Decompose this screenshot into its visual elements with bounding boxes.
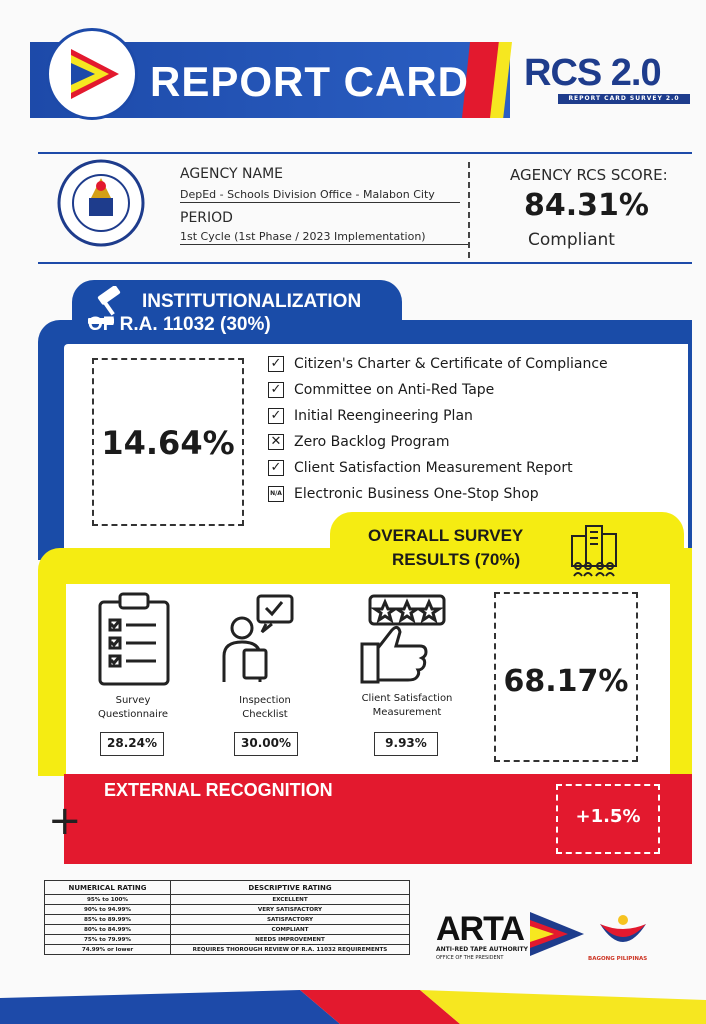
numerical-rating-header: NUMERICAL RATING	[45, 881, 171, 895]
rating-row	[45, 905, 410, 915]
survey-title-line2: RESULTS (70%)	[392, 550, 521, 569]
agency-panel-bottom-rule	[38, 262, 692, 264]
checklist-item	[268, 460, 573, 476]
checklist-item	[268, 356, 608, 372]
rating-table-header-row	[45, 881, 410, 895]
page-title: REPORT CARD	[150, 58, 470, 105]
institutionalization-title-line1: INSTITUTIONALIZATION	[142, 291, 362, 312]
inspection-checklist-value: 30.00%	[234, 732, 298, 756]
agency-divider	[468, 162, 470, 258]
checklist-item-label: Committee on Anti-Red Tape	[294, 382, 495, 398]
rating-table-body	[45, 895, 410, 955]
descriptive-rating-cell: REQUIRES THOROUGH REVIEW OF R.A. 11032 REQUIREMENTS	[171, 945, 410, 955]
caption-line2: Questionnaire	[97, 709, 168, 720]
checkbox-checked-icon: ✓	[268, 356, 284, 372]
checkbox-na-icon: N/A	[268, 486, 284, 502]
deped-seal	[56, 158, 146, 248]
checkbox-checked-icon: ✓	[268, 460, 284, 476]
arta-arrow-icon	[526, 910, 586, 958]
caption-line1: Inspection	[239, 695, 291, 706]
arta-arrow-logo	[46, 28, 138, 120]
numerical-rating-cell: 85% to 89.99%	[45, 915, 171, 925]
rcs-score-value: 84.31%	[524, 188, 649, 223]
external-recognition-title: EXTERNAL RECOGNITION	[104, 780, 333, 800]
survey-questionnaire-value: 28.24%	[100, 732, 164, 756]
building-people-icon	[566, 522, 622, 578]
checklist-item	[268, 408, 473, 424]
checklist-item-label: Citizen's Charter & Certificate of Compliance	[294, 356, 608, 372]
rcs-score-status: Compliant	[528, 230, 615, 250]
arta-office: OFFICE OF THE PRESIDENT	[436, 955, 504, 961]
bottom-stripe	[0, 990, 706, 1024]
survey-questionnaire-caption	[78, 694, 188, 722]
agency-name-value: DepEd - Schools Division Office - Malabon City	[180, 188, 460, 203]
rating-row	[45, 915, 410, 925]
rcs-logo-text: RCS 2.0	[524, 52, 661, 94]
caption-line1: Survey	[115, 695, 151, 706]
numerical-rating-cell: 75% to 79.99%	[45, 935, 171, 945]
checkbox-checked-icon: ✓	[268, 382, 284, 398]
rating-row	[45, 945, 410, 955]
survey-score: 68.17%	[503, 664, 629, 699]
rating-row	[45, 935, 410, 945]
institutionalization-title-line2: OF R.A. 11032 (30%)	[88, 314, 271, 335]
descriptive-rating-cell: NEEDS IMPROVEMENT	[171, 935, 410, 945]
descriptive-rating-cell: COMPLIANT	[171, 925, 410, 935]
inspection-checklist-caption	[210, 694, 320, 722]
checklist-item-label: Client Satisfaction Measurement Report	[294, 460, 573, 476]
checklist-item-label: Initial Reengineering Plan	[294, 408, 473, 424]
checklist-item	[268, 382, 494, 398]
rating-row	[45, 895, 410, 905]
agency-panel-top-rule	[38, 152, 692, 154]
bagong-pilipinas-logo	[596, 912, 650, 954]
checkbox-x-icon: ✕	[268, 434, 284, 450]
descriptive-rating-cell: VERY SATISFACTORY	[171, 905, 410, 915]
external-recognition-value: +1.5%	[575, 806, 641, 827]
institutionalization-score: 14.64%	[101, 424, 235, 462]
numerical-rating-cell: 80% to 84.99%	[45, 925, 171, 935]
clipboard-icon	[96, 592, 172, 688]
play-arrow-icon	[49, 31, 135, 117]
checklist-item-label: Electronic Business One-Stop Shop	[294, 486, 539, 502]
period-value: 1st Cycle (1st Phase / 2023 Implementation)	[180, 230, 470, 245]
descriptive-rating-header: DESCRIPTIVE RATING	[171, 881, 410, 895]
arta-subtitle: ANTI-RED TAPE AUTHORITY	[436, 946, 528, 953]
rcs-logo-subtitle: REPORT CARD SURVEY 2.0	[558, 94, 690, 104]
client-satisfaction-caption	[352, 692, 462, 720]
numerical-rating-cell: 95% to 100%	[45, 895, 171, 905]
agency-name-label: AGENCY NAME	[180, 166, 284, 182]
checkbox-checked-icon: ✓	[268, 408, 284, 424]
bagong-pilipinas-icon	[596, 912, 650, 954]
rating-row	[45, 925, 410, 935]
inspector-icon	[220, 592, 296, 688]
descriptive-rating-cell: SATISFACTORY	[171, 915, 410, 925]
checklist-item-label: Zero Backlog Program	[294, 434, 450, 450]
deped-seal-icon	[56, 158, 146, 248]
bagong-pilipinas-text: BAGONG PILIPINAS	[588, 956, 648, 962]
survey-title-line1: OVERALL SURVEY	[368, 526, 524, 545]
checklist-item	[268, 486, 539, 502]
rating-table	[44, 880, 410, 955]
descriptive-rating-cell: EXCELLENT	[171, 895, 410, 905]
client-satisfaction-value: 9.93%	[374, 732, 438, 756]
caption-line1: Client Satisfaction	[361, 693, 453, 704]
numerical-rating-cell: 74.99% or lower	[45, 945, 171, 955]
rcs-score-label: AGENCY RCS SCORE:	[510, 166, 668, 184]
plus-sign: +	[48, 798, 82, 844]
arta-logo-text: ARTA	[436, 910, 524, 948]
caption-line2: Checklist	[242, 709, 288, 720]
numerical-rating-cell: 90% to 94.99%	[45, 905, 171, 915]
checklist-item	[268, 434, 450, 450]
caption-line2: Measurement	[372, 707, 442, 718]
period-label: PERIOD	[180, 210, 233, 226]
thumbs-up-stars-icon	[360, 592, 450, 688]
